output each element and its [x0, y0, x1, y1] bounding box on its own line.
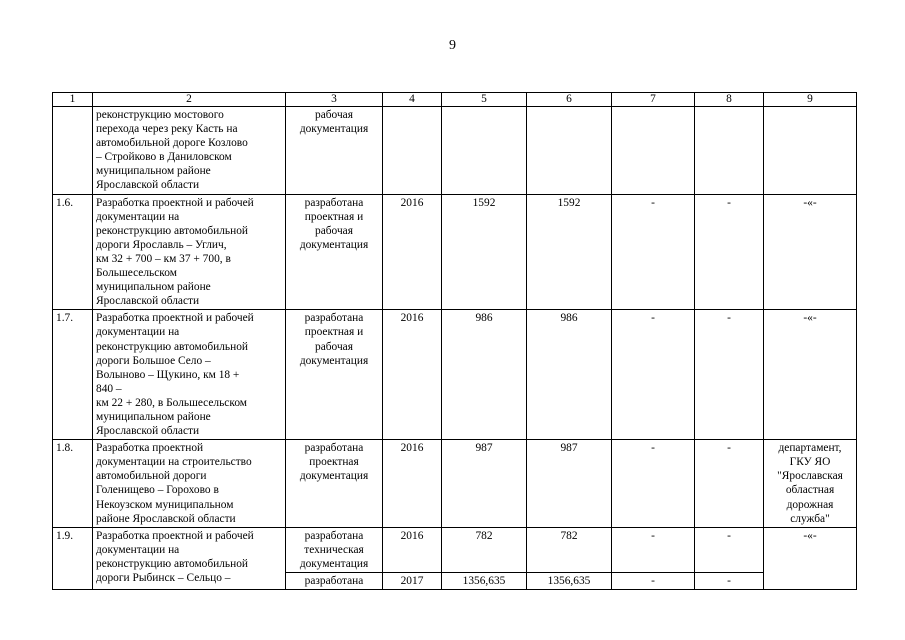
status-text: разработана проектная и рабочая документация: [299, 196, 369, 251]
status-text: разработана проектная документация: [299, 442, 369, 483]
work-text: Разработка проектной документации на строительство автомобильной дороги Голенищево – Горохово в Некоузском муниципальном районе Ярославской области: [96, 442, 252, 525]
cell-5: 986: [442, 310, 527, 440]
cell-status: [286, 440, 383, 528]
cell-9: [764, 107, 857, 195]
cell-7: -: [612, 573, 695, 590]
cell-status: [286, 573, 383, 590]
cell-num: 1.9.: [53, 527, 93, 589]
cell-year: 2016: [383, 440, 442, 528]
responsible-text: департамент, ГКУ ЯО "Ярославская областная дорожная служба": [777, 442, 843, 525]
cell-num: 1.6.: [53, 194, 93, 310]
cell-year: 2016: [383, 310, 442, 440]
cell-work: [93, 194, 286, 310]
table-row: [53, 194, 857, 310]
status-text: разработана: [304, 575, 364, 587]
table-row: [53, 527, 857, 572]
cell-year: 2016: [383, 194, 442, 310]
table-row: [53, 440, 857, 528]
column-header: 7: [612, 93, 695, 107]
page-number: 9: [449, 38, 456, 53]
cell-num: 1.8.: [53, 440, 93, 528]
table-row: [53, 310, 857, 440]
column-header: 4: [383, 93, 442, 107]
status-text: разработана техническая документация: [299, 529, 369, 570]
cell-work: [93, 527, 286, 589]
cell-work: [93, 107, 286, 195]
cell-6: 986: [527, 310, 612, 440]
cell-5: 1356,635: [442, 573, 527, 590]
cell-5: 987: [442, 440, 527, 528]
cell-5: 1592: [442, 194, 527, 310]
column-header: 3: [286, 93, 383, 107]
cell-work: [93, 310, 286, 440]
column-header: 2: [93, 93, 286, 107]
cell-8: -: [695, 310, 764, 440]
cell-9: -«-: [764, 310, 857, 440]
work-text: Разработка проектной и рабочей документации на реконструкцию автомобильной дороги Ярославль – Углич, км 32 + 700 – км 37 + 700, в Большесельском муниципальном районе Ярославской области: [96, 196, 254, 308]
table-row-continuation: [53, 107, 857, 195]
cell-9: -«-: [764, 194, 857, 310]
work-text: Разработка проектной и рабочей документации на реконструкцию автомобильной дороги Большое Село – Волыново – Щукино, км 18 + 840 – км 22 + 280, в Большесельском муниципальном районе Ярославской области: [96, 312, 254, 438]
activities-table: [52, 92, 857, 590]
column-header: 5: [442, 93, 527, 107]
cell-7: -: [612, 440, 695, 528]
cell-7: -: [612, 194, 695, 310]
column-header: 9: [764, 93, 857, 107]
cell-num: [53, 107, 93, 195]
cell-status: [286, 310, 383, 440]
cell-7: -: [612, 527, 695, 572]
table-header-row: [53, 93, 857, 107]
work-text: реконструкцию мостового перехода через реку Касть на автомобильной дороге Козлово – Стройково в Даниловском муниципальном районе Ярославской области: [96, 109, 248, 192]
cell-9: [764, 440, 857, 528]
cell-7: -: [612, 310, 695, 440]
cell-6: 782: [527, 527, 612, 572]
cell-year: [383, 107, 442, 195]
cell-6: [527, 107, 612, 195]
status-text: рабочая документация: [299, 109, 369, 136]
cell-work: [93, 440, 286, 528]
cell-8: -: [695, 194, 764, 310]
cell-8: -: [695, 573, 764, 590]
cell-7: [612, 107, 695, 195]
status-text: разработана проектная и рабочая документация: [299, 312, 369, 367]
cell-8: -: [695, 440, 764, 528]
cell-year: 2017: [383, 573, 442, 590]
cell-6: 1592: [527, 194, 612, 310]
column-header: 1: [53, 93, 93, 107]
cell-status: [286, 194, 383, 310]
cell-5: [442, 107, 527, 195]
column-header: 6: [527, 93, 612, 107]
cell-6: 1356,635: [527, 573, 612, 590]
cell-8: [695, 107, 764, 195]
column-header: 8: [695, 93, 764, 107]
work-text: Разработка проектной и рабочей документации на реконструкцию автомобильной дороги Рыбинск – Сельцо –: [96, 529, 254, 584]
cell-status: [286, 107, 383, 195]
cell-6: 987: [527, 440, 612, 528]
cell-year: 2016: [383, 527, 442, 572]
cell-num: 1.7.: [53, 310, 93, 440]
cell-8: -: [695, 527, 764, 572]
cell-9: -«-: [764, 527, 857, 589]
cell-status: [286, 527, 383, 572]
cell-5: 782: [442, 527, 527, 572]
